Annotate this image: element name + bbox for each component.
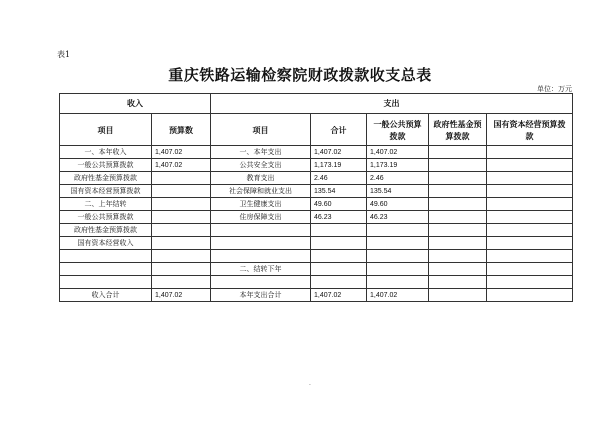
income-section-header: 收入 — [60, 94, 211, 114]
cell-expense-item — [211, 250, 311, 263]
cell-fund — [429, 211, 487, 224]
cell-income-amount: 1,407.02 — [152, 159, 211, 172]
cell-fund — [429, 237, 487, 250]
cell-income-amount — [152, 198, 211, 211]
table-row — [60, 211, 573, 224]
cell-fund — [429, 276, 487, 289]
cell-income-amount — [152, 172, 211, 185]
page-title: 重庆铁路运输检察院财政拨款收支总表 — [168, 66, 432, 84]
cell-general: 49.60 — [367, 198, 429, 211]
unit-label: 单位：万元 — [537, 85, 572, 93]
cell-expense-item: 教育支出 — [211, 172, 311, 185]
table-row — [60, 198, 573, 211]
cell-fund — [429, 159, 487, 172]
cell-expense-item — [211, 224, 311, 237]
cell-total: 49.60 — [311, 198, 367, 211]
cell-income-item — [60, 276, 152, 289]
cell-general: 135.54 — [367, 185, 429, 198]
cell-income-amount — [152, 263, 211, 276]
cell-general: 1,407.02 — [367, 146, 429, 159]
cell-income-item: 一般公共预算拨款 — [60, 159, 152, 172]
form-number: 表1 — [57, 50, 71, 59]
cell-income-item: 政府性基金预算拨款 — [60, 172, 152, 185]
col-header-general: 一般公共预算拨款 — [367, 114, 429, 146]
cell-expense-item: 卫生健康支出 — [211, 198, 311, 211]
cell-fund — [429, 198, 487, 211]
cell-general — [367, 237, 429, 250]
cell-expense-item: 住房保障支出 — [211, 211, 311, 224]
col-header-income-item: 项目 — [60, 114, 152, 146]
cell-income-amount — [152, 237, 211, 250]
cell-income-amount — [152, 211, 211, 224]
cell-fund — [429, 224, 487, 237]
cell-income-amount — [152, 185, 211, 198]
cell-capital — [487, 198, 573, 211]
cell-total — [311, 237, 367, 250]
cell-expense-item: 二、结转下年 — [211, 263, 311, 276]
table-row — [60, 159, 573, 172]
col-header-total: 合计 — [311, 114, 367, 146]
cell-capital — [487, 250, 573, 263]
cell-income-amount — [152, 224, 211, 237]
cell-total: 2.46 — [311, 172, 367, 185]
col-header-budget: 预算数 — [152, 114, 211, 146]
cell-income-item — [60, 250, 152, 263]
cell-total — [311, 276, 367, 289]
table-row — [60, 224, 573, 237]
cell-general — [367, 276, 429, 289]
cell-total — [311, 250, 367, 263]
cell-income-amount — [152, 250, 211, 263]
cell-capital — [487, 211, 573, 224]
cell-income-item: 一、本年收入 — [60, 146, 152, 159]
cell-expense-item: 公共安全支出 — [211, 159, 311, 172]
cell-income-amount: 1,407.02 — [152, 146, 211, 159]
col-header-fund: 政府性基金预算拨款 — [429, 114, 487, 146]
section-header-row — [60, 94, 573, 114]
cell-income-item — [60, 263, 152, 276]
cell-capital — [487, 185, 573, 198]
cell-fund — [429, 289, 487, 302]
cell-capital — [487, 263, 573, 276]
cell-total: 46.23 — [311, 211, 367, 224]
cell-income-item: 收入合计 — [60, 289, 152, 302]
cell-capital — [487, 237, 573, 250]
table-row — [60, 172, 573, 185]
cell-total: 1,173.19 — [311, 159, 367, 172]
cell-capital — [487, 289, 573, 302]
table-row — [60, 276, 573, 289]
cell-general: 1,173.19 — [367, 159, 429, 172]
cell-general: 1,407.02 — [367, 289, 429, 302]
table-row — [60, 146, 573, 159]
col-header-expense-item: 项目 — [211, 114, 311, 146]
cell-total — [311, 263, 367, 276]
cell-fund — [429, 146, 487, 159]
table-row — [60, 185, 573, 198]
cell-fund — [429, 185, 487, 198]
cell-fund — [429, 172, 487, 185]
cell-capital — [487, 146, 573, 159]
cell-expense-item: 社会保障和就业支出 — [211, 185, 311, 198]
cell-general — [367, 263, 429, 276]
cell-general: 46.23 — [367, 211, 429, 224]
cell-income-item: 国有资本经营预算拨款 — [60, 185, 152, 198]
cell-general: 2.46 — [367, 172, 429, 185]
table-row — [60, 237, 573, 250]
cell-income-amount: 1,407.02 — [152, 289, 211, 302]
cell-total: 135.54 — [311, 185, 367, 198]
cell-fund — [429, 250, 487, 263]
table-row — [60, 289, 573, 302]
cell-fund — [429, 263, 487, 276]
cell-total: 1,407.02 — [311, 289, 367, 302]
column-header-row — [60, 114, 573, 146]
table-body — [60, 146, 573, 302]
cell-income-item: 政府性基金预算拨款 — [60, 224, 152, 237]
table-row — [60, 250, 573, 263]
cell-capital — [487, 224, 573, 237]
cell-capital — [487, 159, 573, 172]
cell-capital — [487, 276, 573, 289]
cell-general — [367, 224, 429, 237]
cell-expense-item — [211, 237, 311, 250]
cell-expense-item: 一、本年支出 — [211, 146, 311, 159]
cell-total — [311, 224, 367, 237]
cell-income-item: 二、上年结转 — [60, 198, 152, 211]
col-header-capital: 国有资本经营预算拨款 — [487, 114, 573, 146]
cell-general — [367, 250, 429, 263]
cell-total: 1,407.02 — [311, 146, 367, 159]
cell-income-amount — [152, 276, 211, 289]
page-mark: · — [309, 382, 311, 389]
table-row — [60, 263, 573, 276]
budget-table — [59, 93, 573, 302]
cell-income-item: 一般公共预算拨款 — [60, 211, 152, 224]
expense-section-header: 支出 — [211, 94, 573, 114]
cell-expense-item — [211, 276, 311, 289]
cell-income-item: 国有资本经营收入 — [60, 237, 152, 250]
cell-expense-item: 本年支出合计 — [211, 289, 311, 302]
cell-capital — [487, 172, 573, 185]
